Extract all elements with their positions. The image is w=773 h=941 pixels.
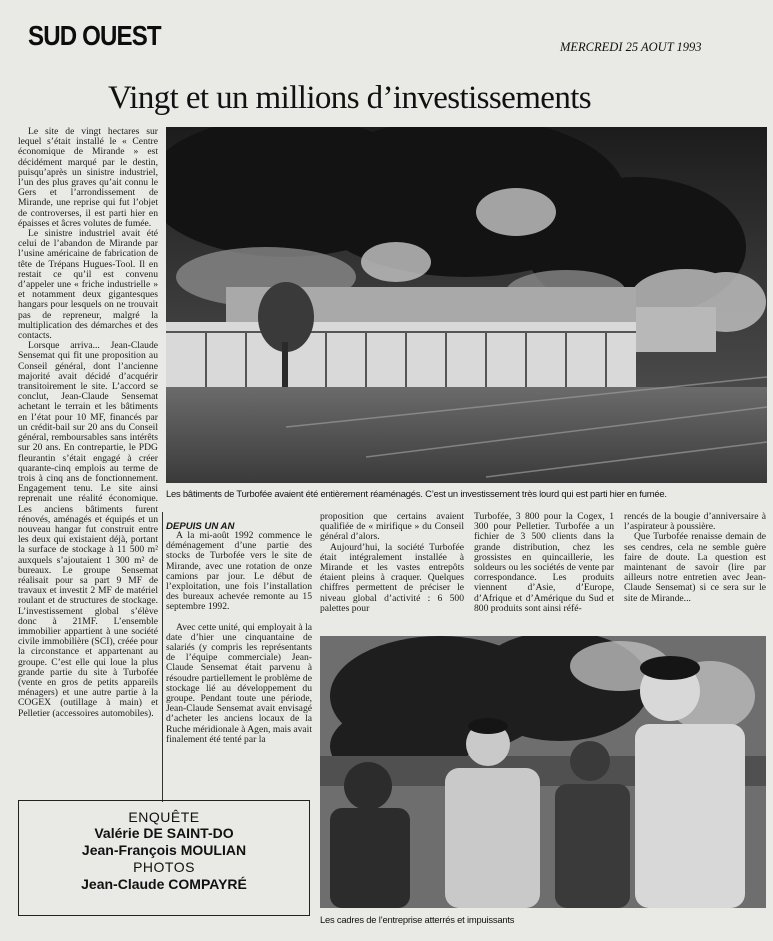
paragraph: Le sinistre industriel avait été celui de l’abandon de Mirande par l’usine américaine de fabrication de tête de Trépans Hugues-Tool. Il en restait ce qu’il est convenu d’appeler une « friche industrielle » et notamment deux gigantesques hangars pour lesquels on ne trouvait pas de repreneur, malgré la multiplication des démarches et des contacts. <box>18 228 158 342</box>
subhead-label: DEPUIS UN AN <box>166 521 235 532</box>
article-column-3 <box>320 512 464 628</box>
issue-date: MERCREDI 25 AOUT 1993 <box>560 40 702 54</box>
fire-buildings-illustration <box>166 127 767 483</box>
paragraph: A la mi-août 1992 commence le déménagement d’une partie des stocks de Turbofée vers le site de Mirande, avec une rotation de onze camions par jour. Le début de l’exploitation, une fois l’installation des bureaux achevée remonte au 15 septembre 1992. <box>166 531 312 613</box>
newspaper-masthead: SUD OUEST <box>28 20 161 51</box>
column-rule <box>162 512 163 802</box>
credits-photos-label: PHOTOS <box>133 859 195 875</box>
paragraph: rencés de la bougie d’anniversaire à l’aspirateur à poussière. <box>624 512 766 533</box>
credits-author-1: Valérie DE SAINT-DO <box>94 825 234 841</box>
fire-buildings-photo <box>166 127 767 483</box>
article-column-2 <box>166 531 312 801</box>
paragraph: proposition que certains avaient qualifiée de « mirifique » du Conseil général d’alors. <box>320 512 464 543</box>
credits-author-2: Jean-François MOULIAN <box>81 842 247 858</box>
paragraph: Que Turbofée renaisse demain de ses cendres, cela ne semble guère faire de doute. La question est maintenant de savoir (lire par ailleurs notre entretien avec Jean-Claude Sensemat) si ce sera sur le site de Mirande... <box>624 531 766 604</box>
paragraph: Turbofée, 3 800 pour la Cogex, 1 300 pour Pelletier. Turbofée a un fichier de 3 500 clients dans la grande distribution, chez les grossistes en quincaillerie, les soldeurs ou les sociétés de vente par correspondance. Les produits viennent d’Asie, d’Europe, d’Afrique et d’Amérique du Sud et 800 produits sont ainsi réfé- <box>474 512 614 614</box>
paragraph: Aujourd’hui, la société Turbofée était intégralement installée à Mirande et les vastes entrepôts étaient pleins à craquer. Quelques chiffres permettent de préciser le niveau global d’activité : 6 500 palettes pour <box>320 541 464 614</box>
photo-caption-fire: Les bâtiments de Turbofée avaient été entièrement réaménagés. C’est un investissement très lourd qui est parti hier en fumée. <box>166 488 667 499</box>
article-column-5 <box>624 512 766 628</box>
article-column-1 <box>18 127 158 795</box>
managers-watching-illustration <box>320 636 766 908</box>
paragraph: Le site de vingt hectares sur lequel s’était installé le « Centre économique de Mirande » est décidément marqué par le destin, puisqu’après un sinistre industriel, l’un des plus graves qu’ait connu le Gers et l’arrondissement de Mirande, une reprise qui fut l’objet de controverses, il est parti hier en épaisses et âcres volutes de fumée. <box>18 127 158 229</box>
paragraph: Lorsque arriva... Jean-Claude Sensemat qui fit une proposition au Conseil général, dont l’ancienne majorité avait décidé d’acquérir transitoirement le site. L’accord se conclut, Jean-Claude Sensemat achetant le terrain et les bâtiments en l’état pour 10 MF, financés par un crédit-bail sur 20 ans du Conseil général, remboursables sans intérêts sur 20 ans. En contrepartie, le PDG fleurantin s’était engagé à créer quarante-cinq emplois au terme de trois à cinq ans de fonctionnement. Engagement tenu. Le site ainsi reprenait une réalité économique. Les anciens bâtiments furent rénovés, aménagés et équipés et un nouveau hangar fut construit entre les deux qui existaient déjà, portant la surface de stockage à 11 500 m² auxquels s’ajoutaient 1 300 m² de bureaux. Le groupe Sensemat réalisait pour sa part 9 MF de travaux et investit 2 MF de matériel roulant et de structures de stockage. L’investissement global s’élève donc à 21MF. L’ensemble immobilier appartient à une société civile immobilière (SCI), créée pour la circonstance et appartenant au groupe. C’est elle qui loue la plus grande partie du site à Turbofée (vente en gros de petits appareils ménagers) et une autre partie à la COGEX (outillage à main) et Pelletier (accessoires automobiles). <box>18 340 158 719</box>
article-headline: Vingt et un millions d’investissements <box>108 80 592 116</box>
paragraph: Avec cette unité, qui employait à la date d’hier une cinquantaine de salariés (y compris les représentants de l’équipe commerciale) Jean-Claude Sensemat était parvenu à résoudre partiellement le problème de stockage lié au développement du groupe. Pendant toute une période, Jean-Claude Sensemat avait envisagé d’acheter les anciens locaux de la Ruche méridionale à Agen, mais avait finalement été tenté par la <box>166 621 312 745</box>
credits-box <box>18 800 310 916</box>
managers-watching-photo <box>320 636 766 908</box>
credits-inquiry-label: ENQUÊTE <box>128 809 200 825</box>
article-column-4 <box>474 512 614 628</box>
credits-photographer: Jean-Claude COMPAYRÉ <box>81 876 247 892</box>
photo-caption-managers: Les cadres de l’entreprise atterrés et impuissants <box>320 914 515 925</box>
